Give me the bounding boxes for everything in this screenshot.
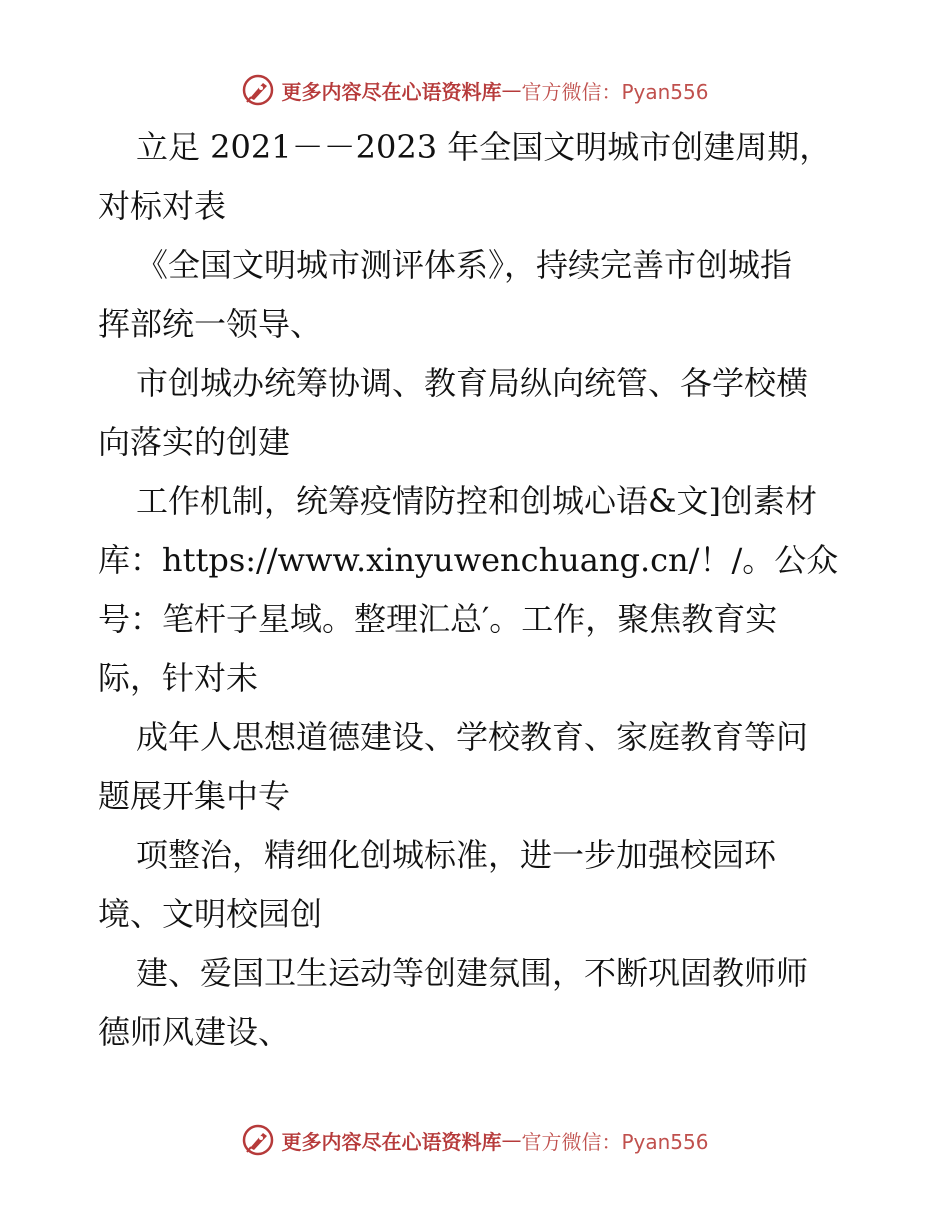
- paragraph-line: 建、爱国卫生运动等创建氛围，不断巩固教师师: [136, 954, 809, 992]
- paragraph-line: 立足 2021－－2023 年全国文明城市创建周期，: [136, 128, 832, 166]
- paragraph-line: 对标对表: [98, 187, 227, 225]
- paragraph-line: 境、文明校园创: [98, 895, 323, 933]
- banner-site-name: 更多内容尽在心语资料库: [281, 1129, 502, 1154]
- paragraph-line: 库：https://www.xinyuwenchuang.cn/！/。公众: [98, 541, 839, 579]
- paragraph-line: 题展开集中专: [98, 777, 291, 815]
- banner-wechat-id: 官方微信：Pyan556: [521, 1129, 709, 1154]
- paragraph-line: 工作机制，统筹疫情防控和创城心语&文]创素材: [136, 482, 817, 520]
- document-body: [98, 118, 858, 1062]
- banner-separator: —: [501, 78, 522, 102]
- paragraph-line: 成年人思想道德建设、学校教育、家庭教育等问: [136, 718, 809, 756]
- paragraph-line: 《全国文明城市测评体系》，持续完善市创城指: [136, 246, 793, 284]
- paragraph-line: 项整治，精细化创城标准，进一步加强校园环: [136, 836, 777, 874]
- paragraph-line: 际，针对未: [98, 659, 259, 697]
- paragraph-line: 号：笔杆子星域。整理汇总′。工作，聚焦教育实: [98, 600, 778, 638]
- header-watermark-banner: [0, 70, 950, 110]
- banner-site-name: 更多内容尽在心语资料库: [281, 79, 502, 104]
- pen-nib-logo-icon: [241, 1123, 275, 1157]
- banner-separator: —: [501, 1128, 522, 1152]
- banner-wechat-id: 官方微信：Pyan556: [521, 79, 709, 104]
- paragraph-line: 德师风建设、: [98, 1013, 291, 1051]
- pen-nib-logo-icon: [241, 73, 275, 107]
- footer-watermark-banner: [0, 1120, 950, 1160]
- paragraph-line: 市创城办统筹协调、教育局纵向统管、各学校横: [136, 364, 809, 402]
- paragraph-line: 向落实的创建: [98, 423, 291, 461]
- paragraph-line: 挥部统一领导、: [98, 305, 323, 343]
